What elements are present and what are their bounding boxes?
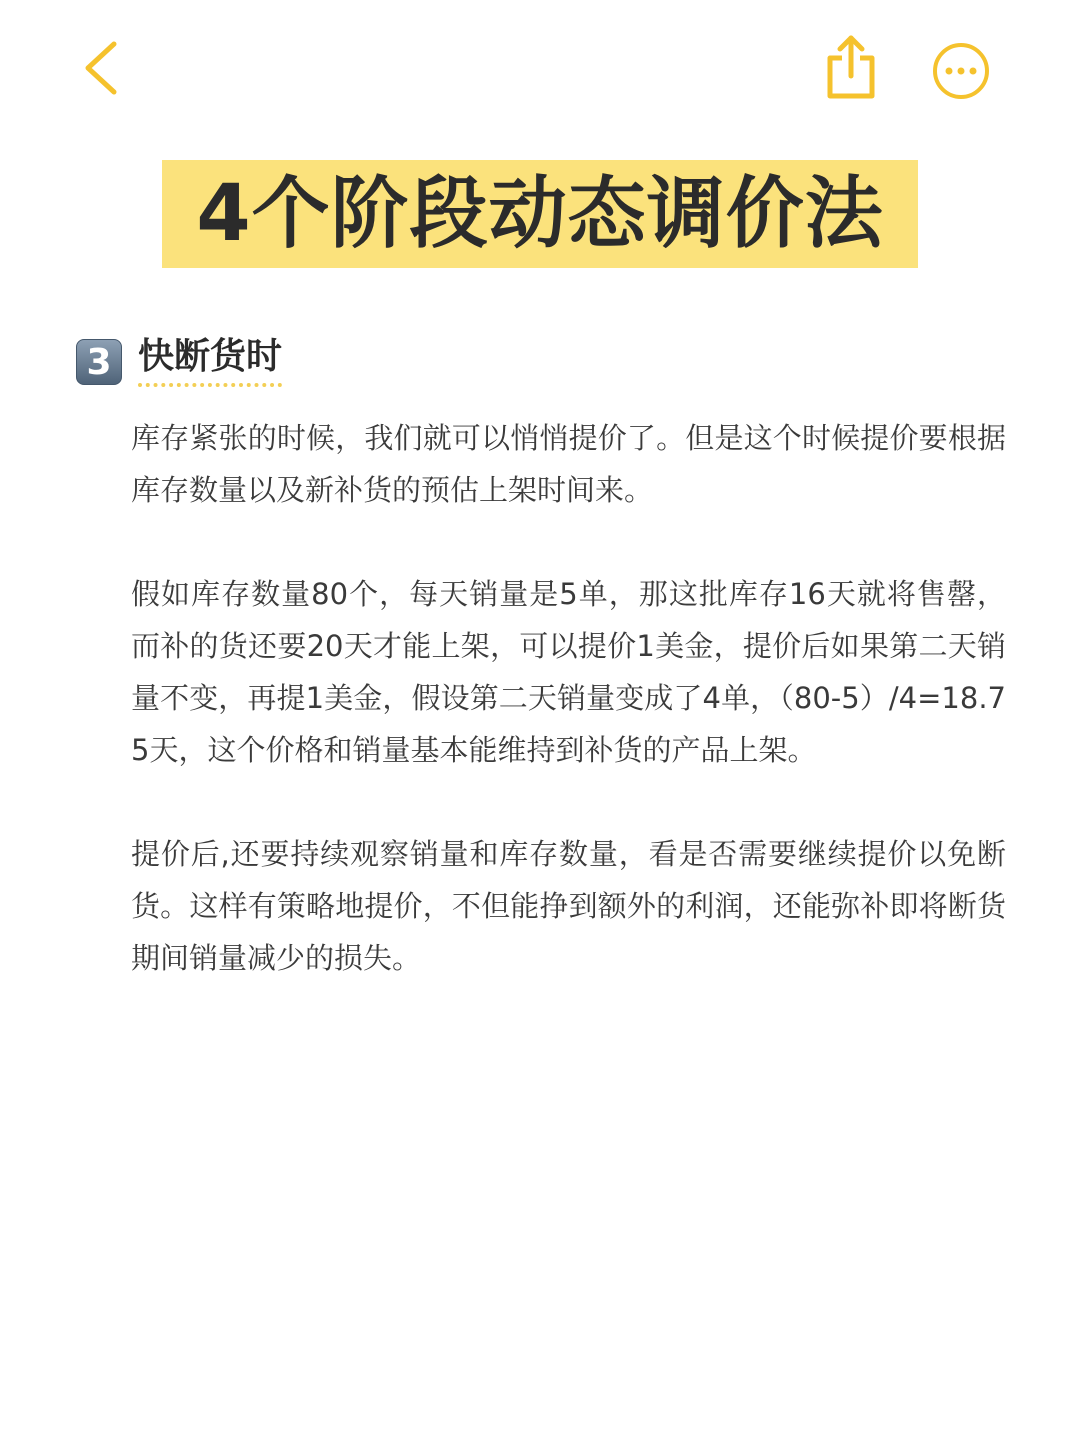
chevron-left-icon: [74, 36, 130, 100]
paragraph: 提价后,还要持续观察销量和库存数量，看是否需要继续提价以免断货。这样有策略地提价，不但能挣到额外的利润，还能弥补即将断货期间销量减少的损失。: [131, 837, 1006, 975]
share-icon: [818, 30, 884, 104]
section-title: 快断货时: [138, 337, 282, 387]
title-highlight: [162, 160, 918, 268]
section-heading: [76, 332, 282, 392]
more-button[interactable]: [928, 38, 994, 104]
number-badge: 3: [76, 339, 122, 385]
share-button[interactable]: [818, 30, 884, 104]
more-dots-icon: [928, 38, 994, 104]
top-nav-bar: [0, 0, 1080, 140]
paragraph: 库存紧张的时候，我们就可以悄悄提价了。但是这个时候提价要根据库存数量以及新补货的预估上架时间来。: [131, 421, 1006, 507]
page-title: 4个阶段动态调价法: [196, 169, 884, 259]
article-body: [131, 412, 1006, 1036]
back-button[interactable]: [74, 36, 130, 100]
paragraph: 假如库存数量80个，每天销量是5单，那这批库存16天就将售罄，而补的货还要20天才能上架，可以提价1美金，提价后如果第二天销量不变，再提1美金，假设第二天销量变成了4单，（80-5）/4=18.75天，这个价格和销量基本能维持到补货的产品上架。: [131, 577, 1006, 767]
